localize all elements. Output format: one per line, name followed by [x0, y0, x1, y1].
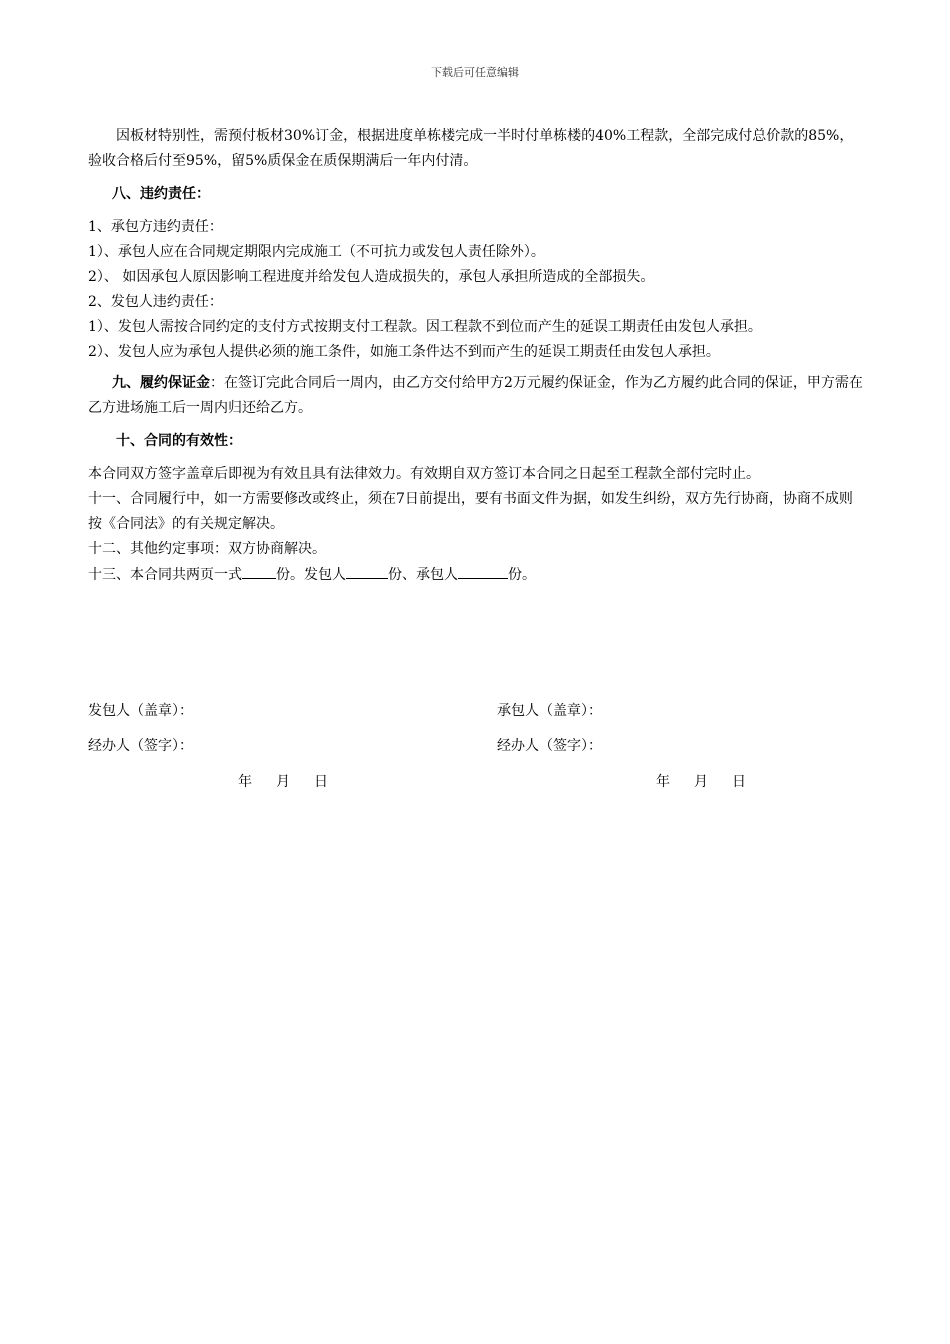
employer-date — [238, 772, 328, 792]
copies-total-blank — [242, 562, 276, 579]
contract-body — [88, 124, 866, 588]
section-13-part-2: 份。发包人 — [276, 567, 346, 583]
employer-date-year: 年 — [238, 774, 252, 790]
section-9-body: ：在签订完此合同后一周内，由乙方交付给甲方2万元履约保证金，作为乙方履约此合同的保证，甲方需在乙方进场施工后一周内归还给乙方。 — [88, 375, 863, 416]
section-8-title: 八、违约责任： — [112, 186, 210, 202]
contractor-liability-item-1: 1）、承包人应在合同规定期限内完成施工（不可抗力或发包人责任除外）。 — [88, 244, 545, 260]
contractor-agent-label: 经办人（签字）： — [497, 738, 602, 754]
section-9-paragraph — [88, 371, 866, 421]
employer-liability-item-1: 1）、发包人需按合同约定的支付方式按期支付工程款。因工程款不到位而产生的延误工期责任由发包人承担。 — [88, 319, 762, 335]
employer-liability-title: 2、发包人违约责任： — [88, 294, 223, 310]
contractor-copies-blank — [458, 562, 508, 579]
section-10-title: 十、合同的有效性： — [116, 433, 242, 449]
payment-terms: 因板材特别性，需预付板材30%订金，根据进度单栋楼完成一半时付单栋楼的40%工程款，全部完成付总价款的85%，验收合格后付至95%，留5%质保金在质保期满后一年内付清。 — [88, 128, 854, 169]
section-12-body: 十二、其他约定事项：双方协商解决。 — [88, 541, 326, 557]
section-11-body: 十一、合同履行中，如一方需要修改或终止，须在7日前提出，要有书面文件为据，如发生纠纷，双方先行协商，协商不成则按《合同法》的有关规定解决。 — [88, 491, 853, 532]
employer-agent-label: 经办人（签字）： — [88, 738, 193, 754]
employer-copies-blank — [346, 562, 388, 579]
page-header: 下载后可任意编辑 — [431, 66, 519, 79]
employer-date-month: 月 — [276, 774, 290, 790]
section-13-part-3: 份、承包人 — [388, 567, 458, 583]
section-13-part-1: 十三、本合同共两页一式 — [88, 567, 242, 583]
contractor-liability-item-2: 2）、 如因承包人原因影响工程进度并给发包人造成损失的，承包人承担所造成的全部损失。 — [88, 269, 655, 285]
contractor-date-year: 年 — [656, 774, 670, 790]
contractor-date-month: 月 — [694, 774, 708, 790]
employer-date-day: 日 — [314, 774, 328, 790]
contractor-date-day: 日 — [732, 774, 746, 790]
employer-seal-label: 发包人（盖章）： — [88, 703, 193, 719]
section-10-body: 本合同双方签字盖章后即视为有效且具有法律效力。有效期自双方签订本合同之日起至工程款全部付完时止。 — [88, 466, 760, 482]
employer-liability-item-2: 2）、发包人应为承包人提供必须的施工条件，如施工条件达不到而产生的延误工期责任由发包人承担。 — [88, 344, 720, 360]
section-13-body — [88, 562, 866, 588]
contractor-seal-label: 承包人（盖章）： — [497, 703, 602, 719]
section-9-title: 九、履约保证金 — [112, 375, 210, 391]
contractor-liability-title: 1、承包方违约责任： — [88, 219, 223, 235]
section-13-part-4: 份。 — [508, 567, 536, 583]
contractor-date — [656, 772, 746, 792]
